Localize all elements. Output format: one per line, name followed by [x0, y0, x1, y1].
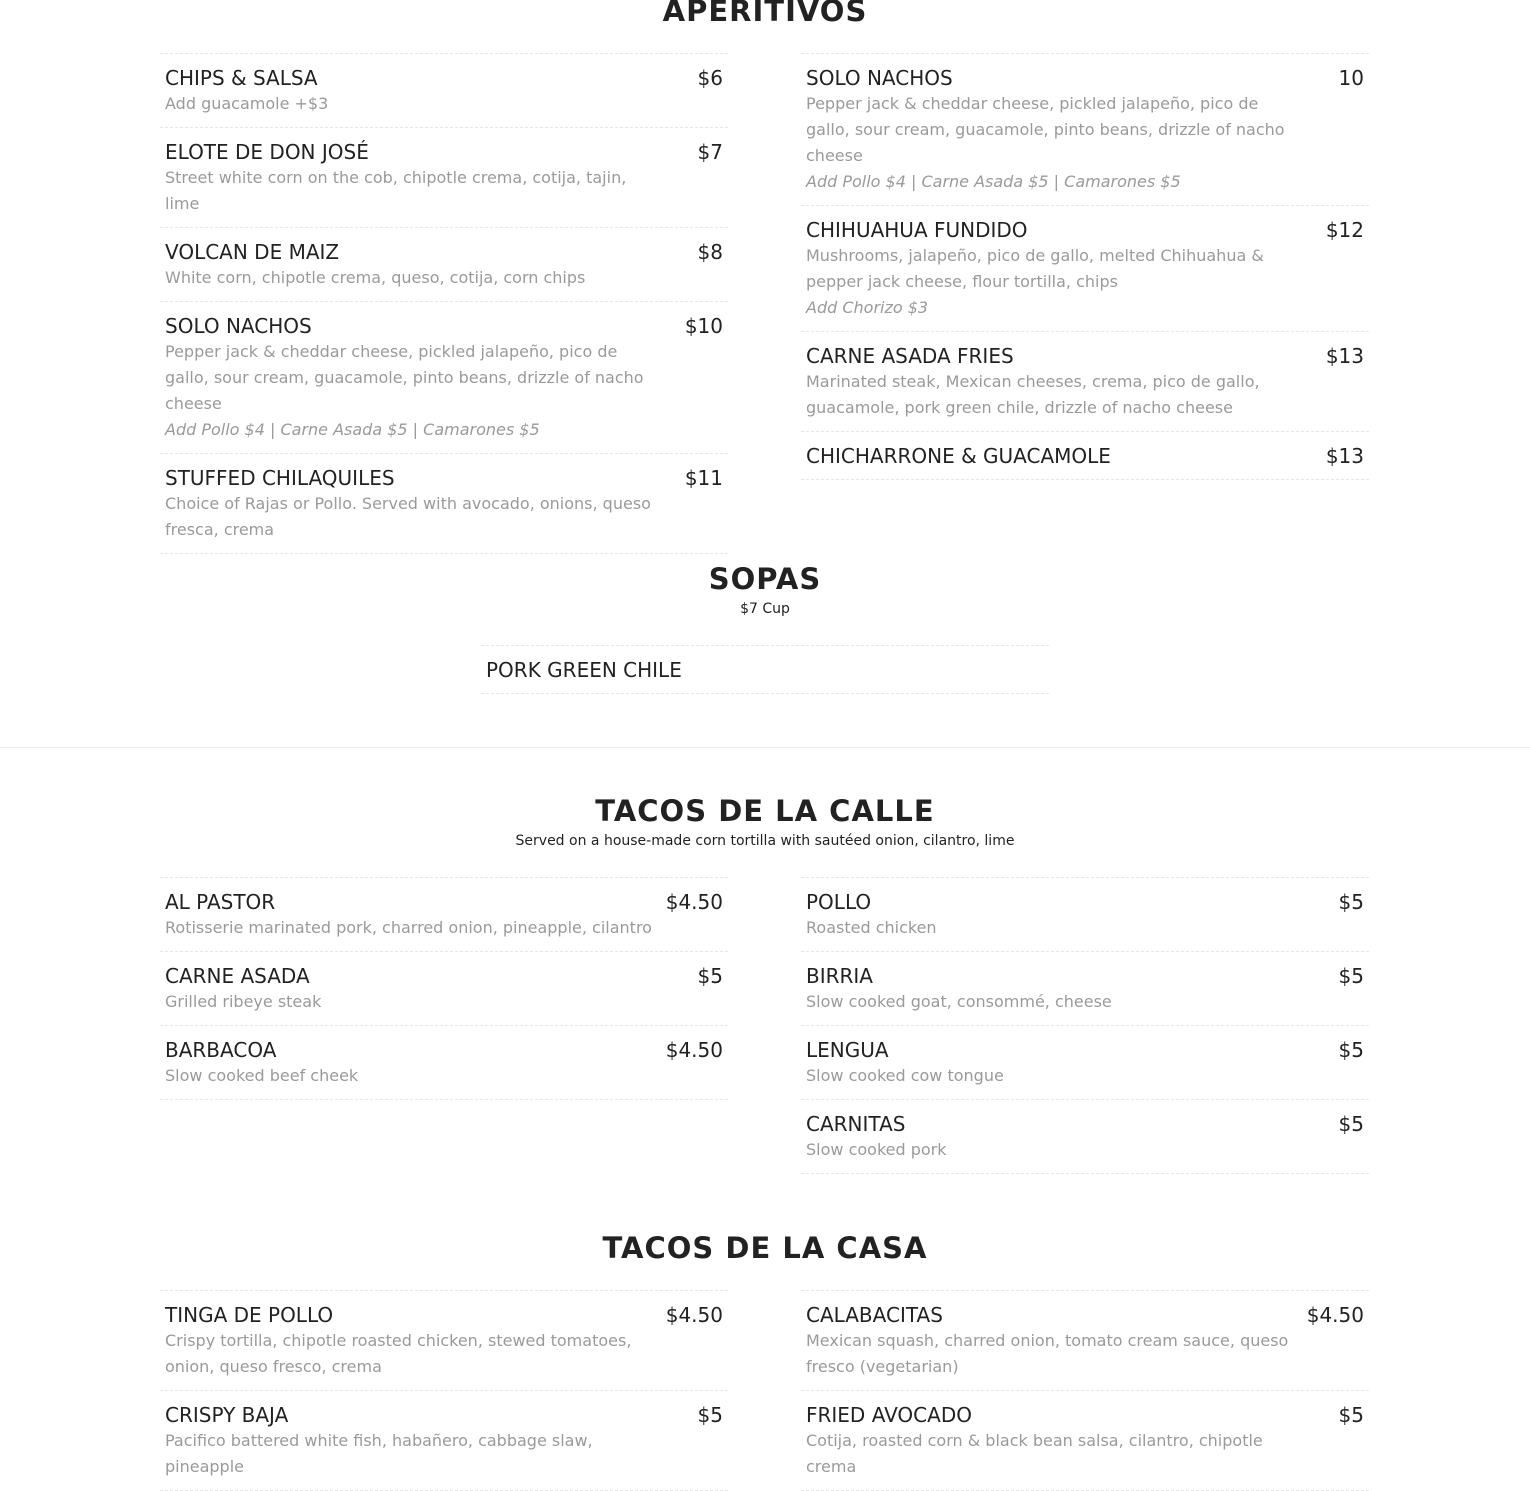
menu-item-name: CARNE ASADA: [165, 964, 310, 988]
menu-item: [160, 1291, 728, 1391]
menu-item: [481, 646, 1049, 694]
menu-item: [160, 454, 728, 554]
menu-item-name: CHICHARRONE & GUACAMOLE: [806, 444, 1111, 468]
menu-item-price: $10: [684, 314, 723, 338]
menu-item-description: Pepper jack & cheddar cheese, pickled jalapeño, pico de gallo, sour cream, guacamole, pinto beans, drizzle of nacho cheese: [165, 342, 644, 413]
menu-item: [801, 952, 1369, 1026]
menu-item-price: $13: [1325, 344, 1364, 368]
menu-item-description: Roasted chicken: [806, 918, 937, 937]
menu-item-name: CRISPY BAJA: [165, 1403, 289, 1427]
menu-item: [160, 54, 728, 128]
aperitivos-left-list: [160, 53, 728, 554]
tacos-casa-right-list: [801, 1290, 1369, 1491]
menu-item-price: $5: [1338, 964, 1364, 988]
tacos-calle-left-list: [160, 877, 728, 1100]
menu-item-name: AL PASTOR: [165, 890, 276, 914]
menu-item-name: ELOTE DE DON JOSÉ: [165, 140, 369, 164]
menu-item-name: BIRRIA: [806, 964, 873, 988]
menu-item: [801, 54, 1369, 206]
section-title-tacos-de-la-casa: TACOS DE LA CASA: [602, 1231, 928, 1265]
menu-item-price: $4.50: [665, 1038, 723, 1062]
menu-item-description: Choice of Rajas or Pollo. Served with avocado, onions, queso fresca, crema: [165, 494, 651, 539]
menu-item-addons: Add Pollo $4 | Carne Asada $5 | Camarones $5: [806, 172, 1181, 191]
menu-item: [801, 1100, 1369, 1174]
menu-item-price: $5: [1338, 1038, 1364, 1062]
menu-item-price: $5: [1338, 890, 1364, 914]
menu-item-name: CALABACITAS: [806, 1303, 943, 1327]
sopas-subtitle: $7 Cup: [740, 601, 790, 617]
menu-item-name: STUFFED CHILAQUILES: [165, 466, 395, 490]
menu-item: [801, 332, 1369, 432]
menu-item: [160, 878, 728, 952]
menu-item-name: POLLO: [806, 890, 872, 914]
menu-item-price: $11: [684, 466, 723, 490]
menu-item-description: Crispy tortilla, chipotle roasted chicken, stewed tomatoes, onion, queso fresco, crema: [165, 1331, 632, 1376]
menu-item-name: SOLO NACHOS: [806, 66, 953, 90]
menu-item-name: CARNITAS: [806, 1112, 906, 1136]
menu-item-price: $5: [1338, 1112, 1364, 1136]
menu-item-description: Mushrooms, jalapeño, pico de gallo, melted Chihuahua & pepper jack cheese, flour tortilla, chips: [806, 246, 1264, 291]
section-title-aperitivos: APERITIVOS: [662, 0, 868, 28]
menu-item: [160, 302, 728, 454]
menu-item-description: Grilled ribeye steak: [165, 992, 322, 1011]
menu-item-price: $5: [1338, 1403, 1364, 1427]
menu-item: [801, 878, 1369, 952]
menu-item-price: $13: [1325, 444, 1364, 468]
menu-item-price: $4.50: [1306, 1303, 1364, 1327]
menu-item-price: $5: [697, 964, 723, 988]
menu-item-name: CHIPS & SALSA: [165, 66, 318, 90]
menu-item-name: BARBACOA: [165, 1038, 277, 1062]
menu-item-description: Slow cooked pork: [806, 1140, 947, 1159]
menu-item-description: Cotija, roasted corn & black bean salsa, cilantro, chipotle crema: [806, 1431, 1263, 1476]
aperitivos-right-list: [801, 53, 1369, 480]
menu-item-name: LENGUA: [806, 1038, 889, 1062]
section-divider: [0, 747, 1530, 748]
menu-item-description: White corn, chipotle crema, queso, cotija, corn chips: [165, 268, 586, 287]
menu-item-name: CHIHUAHUA FUNDIDO: [806, 218, 1028, 242]
tacos-calle-right-list: [801, 877, 1369, 1174]
menu-item-description: Slow cooked beef cheek: [165, 1066, 359, 1085]
menu-item-description: Add guacamole +$3: [165, 94, 329, 113]
menu-item-description: Pacifico battered white fish, habañero, cabbage slaw, pineapple: [165, 1431, 593, 1476]
menu-item: [801, 1026, 1369, 1100]
menu-item: [160, 952, 728, 1026]
menu-item-price: $4.50: [665, 1303, 723, 1327]
menu-item-price: $5: [697, 1403, 723, 1427]
menu-item-price: $7: [697, 140, 723, 164]
menu-item-addons: Add Pollo $4 | Carne Asada $5 | Camarones $5: [165, 420, 540, 439]
menu-item: [801, 1391, 1369, 1491]
menu-item-description: Marinated steak, Mexican cheeses, crema, pico de gallo, guacamole, pork green chile, drizzle of nacho cheese: [806, 372, 1260, 417]
menu-item-name: PORK GREEN CHILE: [486, 658, 682, 682]
menu-item: [160, 1026, 728, 1100]
section-title-tacos-de-la-calle: TACOS DE LA CALLE: [595, 794, 935, 828]
menu-item-description: Pepper jack & cheddar cheese, pickled jalapeño, pico de gallo, sour cream, guacamole, pinto beans, drizzle of nacho cheese: [806, 94, 1285, 165]
menu-item: [160, 1391, 728, 1491]
section-title-sopas: SOPAS: [708, 562, 822, 596]
menu-item-price: $6: [697, 66, 723, 90]
tacos-casa-left-list: [160, 1290, 728, 1491]
sopas-list: [481, 645, 1049, 694]
menu-item-name: FRIED AVOCADO: [806, 1403, 972, 1427]
menu-item: [160, 228, 728, 302]
menu-item-description: Slow cooked cow tongue: [806, 1066, 1004, 1085]
menu-item: [801, 1291, 1369, 1391]
menu-item-name: CARNE ASADA FRIES: [806, 344, 1014, 368]
menu-item-description: Mexican squash, charred onion, tomato cream sauce, queso fresco (vegetarian): [806, 1331, 1289, 1376]
menu-item-price: $4.50: [665, 890, 723, 914]
menu-item-description: Slow cooked goat, consommé, cheese: [806, 992, 1112, 1011]
menu-item: [160, 128, 728, 228]
menu-item-name: VOLCAN DE MAIZ: [165, 240, 340, 264]
tacos-de-la-calle-subtitle: Served on a house-made corn tortilla with sautéed onion, cilantro, lime: [515, 833, 1015, 849]
menu-item: [801, 206, 1369, 332]
menu-item: [801, 432, 1369, 480]
menu-item-price: 10: [1338, 66, 1364, 90]
menu-item-description: Rotisserie marinated pork, charred onion, pineapple, cilantro: [165, 918, 652, 937]
menu-item-description: Street white corn on the cob, chipotle crema, cotija, tajin, lime: [165, 168, 627, 213]
menu-item-name: TINGA DE POLLO: [165, 1303, 334, 1327]
menu-item-name: SOLO NACHOS: [165, 314, 312, 338]
menu-item-price: $12: [1325, 218, 1364, 242]
menu-item-price: $8: [697, 240, 723, 264]
menu-item-addons: Add Chorizo $3: [806, 298, 929, 317]
